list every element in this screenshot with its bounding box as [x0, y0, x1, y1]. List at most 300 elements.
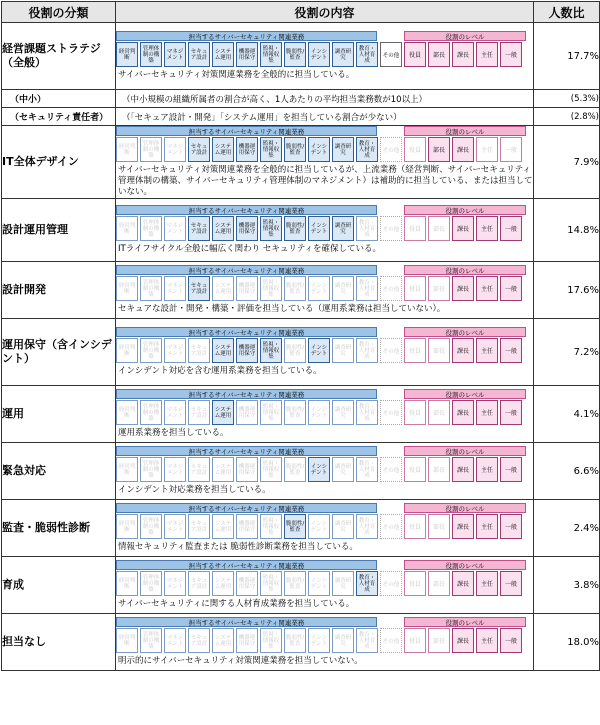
- level-header: 役割のレベル: [404, 389, 526, 399]
- role-ratio: 18.0%: [534, 614, 600, 671]
- business-cell: マネジメント: [164, 137, 186, 162]
- business-cell: 経営判断: [116, 338, 138, 363]
- level-block: [402, 560, 526, 596]
- level-header: 役割のレベル: [404, 560, 526, 570]
- level-block: [402, 446, 526, 482]
- business-cell: セキュア設計: [188, 457, 210, 482]
- business-cell: セキュア設計: [188, 338, 210, 363]
- business-cell: 調査研究: [332, 276, 354, 301]
- business-header: 担当するサイバーセキュリティ関連業務: [116, 31, 377, 41]
- role-ratio: 3.8%: [534, 557, 600, 614]
- business-block: [116, 205, 378, 241]
- business-cell: 脆弱性/監査: [284, 338, 306, 363]
- business-cell: システム運用: [212, 338, 234, 363]
- business-cell: 管理体制の構築: [140, 137, 162, 162]
- business-header: 担当するサイバーセキュリティ関連業務: [116, 503, 377, 513]
- other-cell: その他: [380, 571, 402, 596]
- role-content: [116, 500, 534, 557]
- business-cell: 調査研究: [332, 137, 354, 162]
- level-cells: [404, 216, 526, 241]
- role-description: サイバーセキュリティに関する人材育成業務を担当している。: [118, 599, 355, 609]
- business-cell: マネジメント: [164, 571, 186, 596]
- business-cell: 経営判断: [116, 400, 138, 425]
- business-cell: 管理体制の構築: [140, 457, 162, 482]
- level-cell: 部長: [428, 628, 450, 653]
- role-grid: [116, 205, 533, 241]
- role-grid: [116, 327, 533, 363]
- business-header: 担当するサイバーセキュリティ関連業務: [116, 126, 377, 136]
- table-row: [2, 557, 600, 614]
- business-cell: 調査研究: [332, 628, 354, 653]
- business-cell: 監視・情報収集: [260, 457, 282, 482]
- business-cell: 経営判断: [116, 276, 138, 301]
- business-cell: セキュア設計: [188, 514, 210, 539]
- business-cell: マネジメント: [164, 338, 186, 363]
- business-cell: 脆弱性/監査: [284, 571, 306, 596]
- business-cell: 脆弱性/監査: [284, 137, 306, 162]
- role-grid: [116, 560, 533, 596]
- business-cell: 教育・人材育成: [356, 338, 378, 363]
- level-cell: 部長: [428, 276, 450, 301]
- role-ratio: 17.7%: [534, 23, 600, 90]
- business-cell: インシデント: [308, 216, 330, 241]
- business-cell: マネジメント: [164, 628, 186, 653]
- role-grid: [116, 389, 533, 425]
- business-cell: 脆弱性/監査: [284, 400, 306, 425]
- level-cell: 課長: [452, 628, 474, 653]
- business-block: [116, 617, 378, 653]
- level-cell: 役員: [404, 137, 426, 162]
- business-header: 担当するサイバーセキュリティ関連業務: [116, 389, 377, 399]
- other-cell: その他: [380, 276, 402, 301]
- business-cell: 脆弱性/監査: [284, 42, 306, 67]
- role-content: [116, 443, 534, 500]
- business-cell: マネジメント: [164, 400, 186, 425]
- level-cell: 部長: [428, 571, 450, 596]
- business-cell: セキュア設計: [188, 216, 210, 241]
- business-cell: 機器運用保守: [236, 338, 258, 363]
- level-cells: [404, 137, 526, 162]
- business-cell: マネジメント: [164, 42, 186, 67]
- business-cells: [116, 628, 378, 653]
- business-block: [116, 389, 378, 425]
- level-cell: 一般: [500, 276, 522, 301]
- business-block: [116, 446, 378, 482]
- table-row: [2, 614, 600, 671]
- business-block: [116, 265, 378, 301]
- level-cell: 部長: [428, 338, 450, 363]
- role-content: [116, 262, 534, 319]
- level-cell: 役員: [404, 216, 426, 241]
- role-category: 担当なし: [2, 614, 116, 671]
- sub-description: （「セキュア設計・開発」「システム運用」を担当している割合が少ない）: [116, 108, 534, 126]
- business-cell: 経営判断: [116, 628, 138, 653]
- level-cell: 部長: [428, 216, 450, 241]
- level-cells: [404, 42, 526, 67]
- role-description: インシデント対応業務を担当している。: [118, 485, 271, 495]
- business-cell: 調査研究: [332, 338, 354, 363]
- business-cell: 機器運用保守: [236, 514, 258, 539]
- role-ratio: 17.6%: [534, 262, 600, 319]
- level-cell: 一般: [500, 628, 522, 653]
- level-cell: 課長: [452, 276, 474, 301]
- level-cell: 一般: [500, 42, 522, 67]
- header-ratio: 人数比: [534, 2, 600, 23]
- level-cell: 課長: [452, 400, 474, 425]
- business-block: [116, 31, 378, 67]
- table-row: [2, 319, 600, 386]
- role-content: [116, 126, 534, 199]
- business-cell: マネジメント: [164, 514, 186, 539]
- business-cell: システム運用: [212, 137, 234, 162]
- business-cell: 経営判断: [116, 42, 138, 67]
- role-content: [116, 614, 534, 671]
- level-block: [402, 126, 526, 162]
- level-cell: 一般: [500, 216, 522, 241]
- level-header: 役割のレベル: [404, 327, 526, 337]
- level-cells: [404, 338, 526, 363]
- level-cell: 一般: [500, 137, 522, 162]
- business-cell: マネジメント: [164, 216, 186, 241]
- business-cell: 管理体制の構築: [140, 216, 162, 241]
- business-header: 担当するサイバーセキュリティ関連業務: [116, 560, 377, 570]
- level-cell: 課長: [452, 338, 474, 363]
- business-cell: 監視・情報収集: [260, 216, 282, 241]
- level-cells: [404, 457, 526, 482]
- business-cell: 教育・人材育成: [356, 571, 378, 596]
- business-cell: 機器運用保守: [236, 457, 258, 482]
- business-cells: [116, 514, 378, 539]
- business-cell: 機器運用保守: [236, 42, 258, 67]
- level-cells: [404, 514, 526, 539]
- business-cell: 監視・情報収集: [260, 137, 282, 162]
- role-description: インシデント対応を含む運用系業務を担当している。: [118, 366, 322, 376]
- role-grid: [116, 265, 533, 301]
- business-header: 担当するサイバーセキュリティ関連業務: [116, 446, 377, 456]
- business-cell: 経営判断: [116, 571, 138, 596]
- level-cell: 主任: [476, 457, 498, 482]
- role-content: [116, 23, 534, 90]
- business-cell: インシデント: [308, 571, 330, 596]
- business-cell: 監視・情報収集: [260, 276, 282, 301]
- level-cells: [404, 571, 526, 596]
- header-row: [2, 2, 600, 23]
- level-cell: 主任: [476, 42, 498, 67]
- role-ratio: 4.1%: [534, 386, 600, 443]
- other-cell: その他: [380, 338, 402, 363]
- business-cell: 監視・情報収集: [260, 628, 282, 653]
- business-cell: セキュア設計: [188, 42, 210, 67]
- business-cell: 調査研究: [332, 400, 354, 425]
- role-category: 設計開発: [2, 262, 116, 319]
- level-cell: 主任: [476, 338, 498, 363]
- business-cell: 教育・人材育成: [356, 628, 378, 653]
- business-cells: [116, 457, 378, 482]
- business-block: [116, 327, 378, 363]
- level-cell: 一般: [500, 400, 522, 425]
- role-category: 運用: [2, 386, 116, 443]
- business-cell: 管理体制の構築: [140, 276, 162, 301]
- business-cells: [116, 276, 378, 301]
- role-description: 明示的にサイバーセキュリティ対策関連業務を担当していない。: [118, 656, 363, 666]
- business-cell: システム運用: [212, 571, 234, 596]
- role-category: 設計運用管理: [2, 199, 116, 262]
- business-cell: セキュア設計: [188, 571, 210, 596]
- role-content: [116, 557, 534, 614]
- level-cell: 課長: [452, 514, 474, 539]
- business-cells: [116, 338, 378, 363]
- role-category: IT全体デザイン: [2, 126, 116, 199]
- level-cell: 課長: [452, 137, 474, 162]
- role-ratio: 7.2%: [534, 319, 600, 386]
- role-ratio: 14.8%: [534, 199, 600, 262]
- business-cell: 教育・人材育成: [356, 216, 378, 241]
- sub-row: [2, 90, 600, 108]
- level-block: [402, 503, 526, 539]
- level-cell: 部長: [428, 514, 450, 539]
- level-cell: 一般: [500, 571, 522, 596]
- business-cell: 管理体制の構築: [140, 42, 162, 67]
- level-cell: 役員: [404, 457, 426, 482]
- level-header: 役割のレベル: [404, 31, 526, 41]
- level-cell: 役員: [404, 571, 426, 596]
- other-cell: その他: [380, 400, 402, 425]
- business-cell: 経営判断: [116, 457, 138, 482]
- business-cell: 監視・情報収集: [260, 338, 282, 363]
- business-cell: インシデント: [308, 137, 330, 162]
- level-block: [402, 327, 526, 363]
- business-cell: マネジメント: [164, 276, 186, 301]
- business-cells: [116, 137, 378, 162]
- business-cell: 管理体制の構築: [140, 400, 162, 425]
- sub-category: （中小）: [2, 90, 116, 108]
- business-cell: インシデント: [308, 457, 330, 482]
- level-cells: [404, 400, 526, 425]
- level-cell: 部長: [428, 400, 450, 425]
- business-header: 担当するサイバーセキュリティ関連業務: [116, 617, 377, 627]
- role-classification-table-container: [1, 1, 599, 723]
- level-cell: 一般: [500, 457, 522, 482]
- level-cell: 主任: [476, 276, 498, 301]
- level-cell: 一般: [500, 514, 522, 539]
- business-cell: インシデント: [308, 628, 330, 653]
- level-header: 役割のレベル: [404, 126, 526, 136]
- role-grid: [116, 617, 533, 653]
- business-cell: 脆弱性/監査: [284, 628, 306, 653]
- role-classification-table: [1, 1, 600, 671]
- role-grid: [116, 31, 533, 67]
- business-cell: インシデント: [308, 338, 330, 363]
- other-cell: その他: [380, 216, 402, 241]
- business-block: [116, 560, 378, 596]
- business-cell: 調査研究: [332, 571, 354, 596]
- role-content: [116, 319, 534, 386]
- business-cell: 教育・人材育成: [356, 400, 378, 425]
- table-row: [2, 386, 600, 443]
- table-row: [2, 443, 600, 500]
- business-header: 担当するサイバーセキュリティ関連業務: [116, 205, 377, 215]
- level-block: [402, 205, 526, 241]
- level-header: 役割のレベル: [404, 503, 526, 513]
- business-cell: 脆弱性/監査: [284, 514, 306, 539]
- level-cell: 部長: [428, 137, 450, 162]
- level-header: 役割のレベル: [404, 446, 526, 456]
- role-description: サイバーセキュリティ対策関連業務を全般的に担当している。: [118, 70, 355, 80]
- level-cell: 課長: [452, 457, 474, 482]
- level-cell: 役員: [404, 400, 426, 425]
- level-cell: 部長: [428, 457, 450, 482]
- other-cell: その他: [380, 457, 402, 482]
- role-description: サイバーセキュリティ対策関連業務を全般的に担当しているが、上流業務（経営判断、サイバーセキュリティ管理体制の構築、サイバーセキュリティ管理体制のマネジメント）は補助的に担当している、または担当していない。: [118, 165, 533, 197]
- role-category: 経営課題ストラテジ（全般）: [2, 23, 116, 90]
- business-cell: システム運用: [212, 628, 234, 653]
- business-cell: 調査研究: [332, 42, 354, 67]
- business-cell: セキュア設計: [188, 400, 210, 425]
- business-cell: 機器運用保守: [236, 628, 258, 653]
- level-header: 役割のレベル: [404, 617, 526, 627]
- level-cell: 一般: [500, 338, 522, 363]
- business-cell: 教育・人材育成: [356, 514, 378, 539]
- level-header: 役割のレベル: [404, 205, 526, 215]
- business-cell: 機器運用保守: [236, 400, 258, 425]
- business-cell: 監視・情報収集: [260, 514, 282, 539]
- level-block: [402, 31, 526, 67]
- business-cell: 機器運用保守: [236, 137, 258, 162]
- business-cell: 教育・人材育成: [356, 42, 378, 67]
- business-cell: システム運用: [212, 42, 234, 67]
- business-cell: システム運用: [212, 216, 234, 241]
- level-block: [402, 265, 526, 301]
- role-grid: [116, 126, 533, 162]
- business-cell: 管理体制の構築: [140, 338, 162, 363]
- business-block: [116, 503, 378, 539]
- level-cell: 主任: [476, 514, 498, 539]
- role-ratio: 7.9%: [534, 126, 600, 199]
- level-cell: 主任: [476, 216, 498, 241]
- table-row: [2, 126, 600, 199]
- table-row: [2, 199, 600, 262]
- role-category: 運用保守（含インシデント）: [2, 319, 116, 386]
- business-cell: 教育・人材育成: [356, 137, 378, 162]
- business-cell: 経営判断: [116, 137, 138, 162]
- level-cell: 役員: [404, 514, 426, 539]
- role-description: 情報セキュリティ監査または 脆弱性診断業務を担当している。: [118, 542, 358, 552]
- business-cell: 脆弱性/監査: [284, 276, 306, 301]
- other-cell: その他: [380, 628, 402, 653]
- role-category: 監査・脆弱性診断: [2, 500, 116, 557]
- table-row: [2, 500, 600, 557]
- business-cell: 教育・人材育成: [356, 457, 378, 482]
- sub-ratio: (2.8%): [534, 108, 600, 126]
- business-cells: [116, 400, 378, 425]
- role-description: ITライフサイクル全般に幅広く関わり セキュリティを確保している。: [118, 244, 382, 254]
- header-category: 役割の分類: [2, 2, 116, 23]
- business-cell: 管理体制の構築: [140, 571, 162, 596]
- business-cell: インシデント: [308, 400, 330, 425]
- business-cell: 調査研究: [332, 457, 354, 482]
- business-cell: システム運用: [212, 457, 234, 482]
- business-cell: 監視・情報収集: [260, 42, 282, 67]
- role-ratio: 2.4%: [534, 500, 600, 557]
- other-cell: その他: [380, 137, 402, 162]
- business-cell: 調査研究: [332, 216, 354, 241]
- business-cell: インシデント: [308, 514, 330, 539]
- business-cell: マネジメント: [164, 457, 186, 482]
- sub-category: （セキュリティ責任者）: [2, 108, 116, 126]
- table-row: [2, 23, 600, 90]
- level-block: [402, 617, 526, 653]
- business-cell: 教育・人材育成: [356, 276, 378, 301]
- role-ratio: 6.6%: [534, 443, 600, 500]
- business-cell: システム運用: [212, 276, 234, 301]
- header-content: 役割の内容: [116, 2, 534, 23]
- business-cell: インシデント: [308, 42, 330, 67]
- sub-row: [2, 108, 600, 126]
- level-cell: 部長: [428, 42, 450, 67]
- level-cell: 役員: [404, 42, 426, 67]
- business-cell: 機器運用保守: [236, 216, 258, 241]
- business-cell: セキュア設計: [188, 137, 210, 162]
- role-category: 育成: [2, 557, 116, 614]
- level-cells: [404, 628, 526, 653]
- business-header: 担当するサイバーセキュリティ関連業務: [116, 327, 377, 337]
- business-cell: 監視・情報収集: [260, 571, 282, 596]
- business-header: 担当するサイバーセキュリティ関連業務: [116, 265, 377, 275]
- role-grid: [116, 446, 533, 482]
- other-cell: その他: [380, 514, 402, 539]
- business-cell: 機器運用保守: [236, 276, 258, 301]
- business-cell: 経営判断: [116, 514, 138, 539]
- level-cell: 主任: [476, 400, 498, 425]
- business-cell: 管理体制の構築: [140, 628, 162, 653]
- level-cell: 課長: [452, 216, 474, 241]
- role-description: 運用系業務を担当している。: [118, 428, 229, 438]
- table-row: [2, 262, 600, 319]
- level-cell: 役員: [404, 628, 426, 653]
- business-cell: 調査研究: [332, 514, 354, 539]
- business-cell: 監視・情報収集: [260, 400, 282, 425]
- business-cell: セキュア設計: [188, 276, 210, 301]
- sub-ratio: (5.3%): [534, 90, 600, 108]
- other-cell: その他: [380, 42, 402, 67]
- level-cell: 役員: [404, 338, 426, 363]
- sub-description: （中小規模の組織所属者の割合が高く、1人あたりの平均担当業務数が10以上）: [116, 90, 534, 108]
- business-block: [116, 126, 378, 162]
- level-cell: 課長: [452, 42, 474, 67]
- business-cell: 機器運用保守: [236, 571, 258, 596]
- business-cells: [116, 571, 378, 596]
- role-description: セキュアな設計・開発・構築・評価を担当している（運用系業務は担当していない）。: [118, 304, 446, 314]
- business-cell: 管理体制の構築: [140, 514, 162, 539]
- role-category: 緊急対応: [2, 443, 116, 500]
- level-cell: 主任: [476, 628, 498, 653]
- level-block: [402, 389, 526, 425]
- role-grid: [116, 503, 533, 539]
- business-cell: 経営判断: [116, 216, 138, 241]
- business-cell: システム運用: [212, 400, 234, 425]
- business-cell: 脆弱性/監査: [284, 457, 306, 482]
- business-cell: セキュア設計: [188, 628, 210, 653]
- level-cell: 役員: [404, 276, 426, 301]
- business-cell: 脆弱性/監査: [284, 216, 306, 241]
- level-cell: 主任: [476, 137, 498, 162]
- business-cells: [116, 216, 378, 241]
- level-cell: 課長: [452, 571, 474, 596]
- business-cell: システム運用: [212, 514, 234, 539]
- business-cell: インシデント: [308, 276, 330, 301]
- role-content: [116, 199, 534, 262]
- level-cells: [404, 276, 526, 301]
